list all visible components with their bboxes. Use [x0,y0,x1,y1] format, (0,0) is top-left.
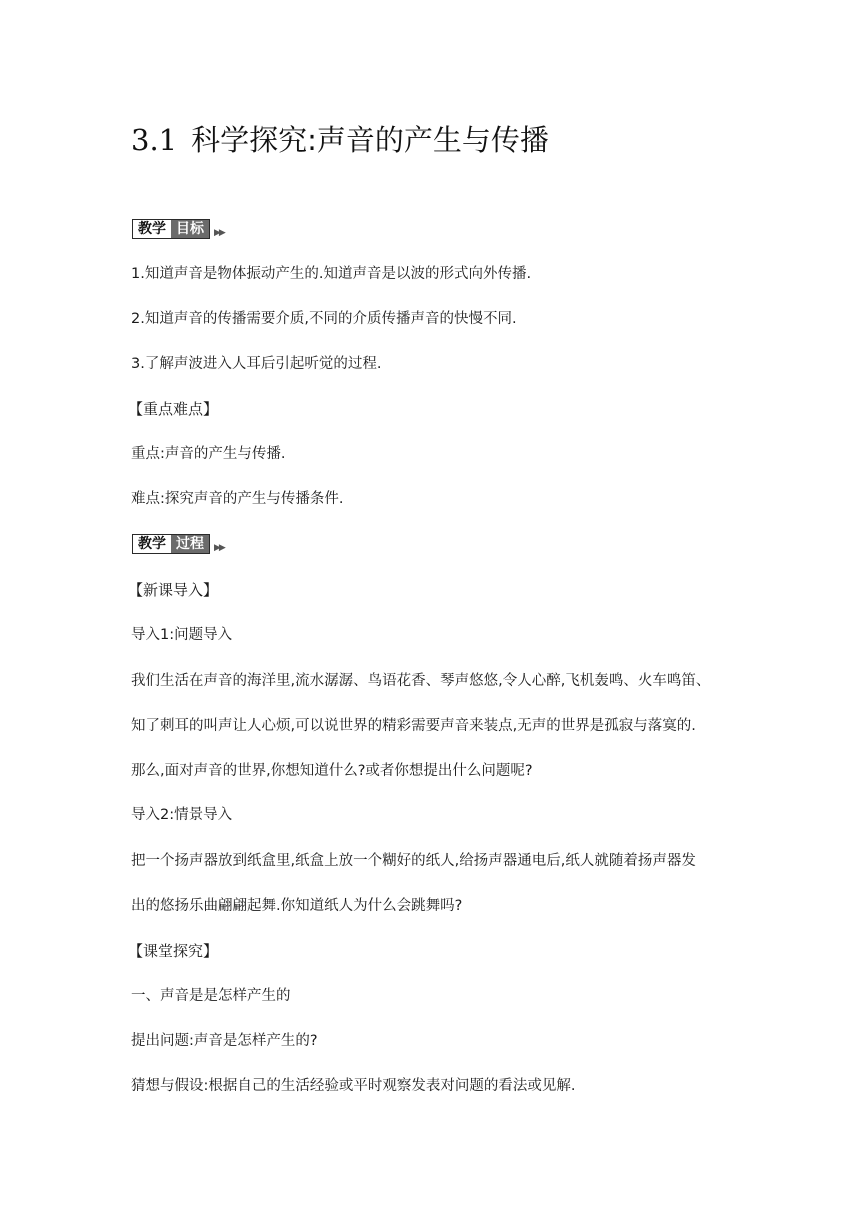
badge-right-label: 过程 [171,535,209,553]
key-points-heading: 【重点难点】 [128,400,219,418]
title-text: 科学探究:声音的产生与传播 [191,123,549,157]
hypothesis-text: 猜想与假设:根据自己的生活经验或平时观察发表对问题的看法或见解. [131,1078,576,1094]
goal-item-2: 2.知道声音的传播需要介质,不同的介质传播声音的快慢不同. [131,311,517,327]
explore-heading: 【课堂探究】 [128,942,219,960]
intro1-paragraph-line-3: 那么,面对声音的世界,你想知道什么?或者你想提出什么问题呢? [131,763,533,779]
key-point-text: 重点:声音的产生与传播. [131,446,286,462]
intro2-paragraph-line-1: 把一个扬声器放到纸盒里,纸盒上放一个糊好的纸人,给扬声器通电后,纸人就随着扬声器发 [131,853,696,869]
goal-item-3: 3.了解声波进入人耳后引起听觉的过程. [131,356,382,372]
intro1-title: 导入1:问题导入 [131,627,233,643]
intro2-title: 导入2:情景导入 [131,807,233,823]
intro-heading: 【新课导入】 [128,581,219,599]
badge-left-label: 教学 [133,220,171,238]
explore-subheading-1: 一、声音是是怎样产生的 [131,988,291,1004]
page-title [131,120,549,160]
teaching-process-badge [132,533,224,555]
double-arrow-icon: ▶▶ [214,228,224,238]
badge-box [132,534,210,554]
badge-left-label: 教学 [133,535,171,553]
intro1-paragraph-line-2: 知了刺耳的叫声让人心烦,可以说世界的精彩需要声音来装点,无声的世界是孤寂与落寞的. [131,718,696,734]
question-text: 提出问题:声音是怎样产生的? [131,1033,318,1049]
intro2-paragraph-line-2: 出的悠扬乐曲翩翩起舞.你知道纸人为什么会跳舞吗? [131,898,463,914]
goal-item-1: 1.知道声音是物体振动产生的.知道声音是以波的形式向外传播. [131,266,532,282]
double-arrow-icon: ▶▶ [214,543,224,553]
difficult-point-text: 难点:探究声音的产生与传播条件. [131,491,344,507]
badge-right-label: 目标 [171,220,209,238]
title-number: 3.1 [131,123,178,157]
teaching-goals-badge [132,218,224,240]
badge-box [132,219,210,239]
intro1-paragraph-line-1: 我们生活在声音的海洋里,流水潺潺、鸟语花香、琴声悠悠,令人心醉,飞机轰鸣、火车鸣笛、 [131,673,711,689]
